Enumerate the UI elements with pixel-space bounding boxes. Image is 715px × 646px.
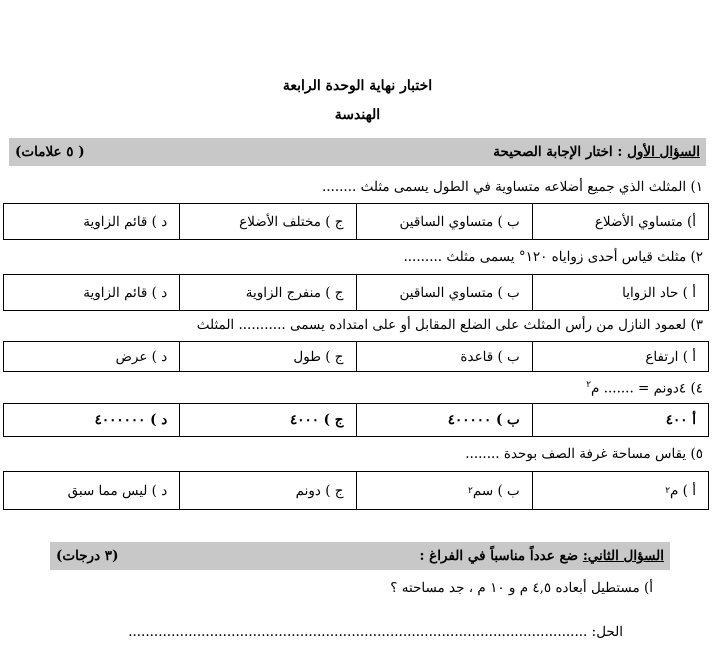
q5-option-c-text: ج ) دونم — [295, 482, 344, 499]
question-1-options — [3, 203, 709, 240]
question-3-stem: ٣) لعمود النازل من رأس المثلث على الضلع المقابل أو على امتداده يسمى ........... المثلث — [196, 317, 703, 333]
q5-option-d[interactable] — [4, 472, 179, 509]
q5-option-b-sup: ٢ — [468, 485, 473, 496]
question-2a-stem: أ) مستطيل أبعاده ٤,٥ م و ١٠ م ، جد مساحته ؟ — [390, 580, 653, 596]
q3-option-a[interactable]: أ ) ارتفاع — [532, 342, 708, 371]
section1-label: السؤال الأول — [627, 144, 700, 160]
q5-option-a[interactable] — [532, 472, 708, 509]
q4-option-b[interactable]: ب ) ٤٠٠٠٠٠ — [356, 404, 532, 436]
question-3-options — [3, 341, 709, 372]
section2-marks: (٣ درجات) — [56, 548, 119, 564]
question-5-stem: ٥) يقاس مساحة غرفة الصف بوحدة ........ — [465, 446, 703, 462]
page-title: اختبار نهاية الوحدة الرابعة — [282, 78, 433, 94]
section1-instruction: : اختار الإجابة الصحيحة — [493, 144, 628, 160]
section2-instruction: ضع عدداً مناسباً في الفراغ : — [419, 548, 583, 564]
q5-option-a-text: أ ) م — [670, 482, 696, 499]
q1-option-c[interactable]: ج ) مختلف الأضلاع — [179, 204, 355, 239]
section2-label: السؤال الثاني: — [582, 548, 664, 564]
q5-option-a-sup: ٢ — [665, 485, 671, 496]
q5-option-b[interactable] — [356, 472, 532, 509]
q4-option-c[interactable]: ج ) ٤٠٠٠ — [179, 404, 355, 436]
question-4-options — [3, 403, 709, 437]
section2-header — [50, 542, 670, 570]
q1-option-a[interactable]: أ) متساوي الأضلاع — [532, 204, 708, 239]
q3-option-b[interactable]: ب ) قاعدة — [356, 342, 532, 371]
q1-option-d[interactable]: د ) قائم الزاوية — [83, 213, 168, 230]
question-1-stem: ١) المثلث الذي جميع أضلاعه متساوية في الطول يسمى مثلث ........ — [321, 179, 703, 195]
q2-option-b[interactable]: ب ) متساوي الساقين — [356, 275, 532, 310]
section2-title — [420, 548, 665, 564]
q3-option-d[interactable]: د ) عرض — [115, 348, 168, 365]
question-4-stem-sup: ٢ — [586, 380, 592, 390]
question-2-stem: ٢) مثلث قياس أحدى زواياه ١٢٠° يسمى مثلث ......... — [403, 249, 703, 265]
q5-option-d-text: د ) ليس مما سبق — [67, 482, 168, 499]
section1-marks: ( ٥ علامات) — [15, 144, 85, 160]
q4-option-a[interactable]: أ ٤٠٠ — [532, 404, 708, 436]
q4-option-d[interactable]: د ) ٤٠٠٠٠٠٠ — [94, 412, 168, 428]
page-subtitle: الهندسة — [334, 107, 381, 123]
q2-option-a[interactable]: أ ) حاد الزوايا — [532, 275, 708, 310]
q1-option-b[interactable]: ب ) متساوي الساقين — [356, 204, 532, 239]
q5-option-b-text: ب ) سم — [472, 482, 520, 499]
question-2-options — [3, 274, 709, 311]
question-5-options — [3, 471, 709, 510]
q5-option-c[interactable] — [179, 472, 355, 509]
q3-option-c[interactable]: ج ) طول — [179, 342, 355, 371]
solution-line[interactable]: الحل: ........................................................................................................... — [128, 624, 623, 640]
section1-header — [9, 138, 706, 166]
q2-option-c[interactable]: ج ) منفرج الزاوية — [179, 275, 355, 310]
question-4-stem — [586, 380, 703, 397]
q2-option-d[interactable]: د ) قائم الزاوية — [83, 284, 168, 301]
section1-title — [493, 144, 700, 160]
question-4-stem-text: ٤) ٤دونم = ....... م — [591, 380, 703, 397]
